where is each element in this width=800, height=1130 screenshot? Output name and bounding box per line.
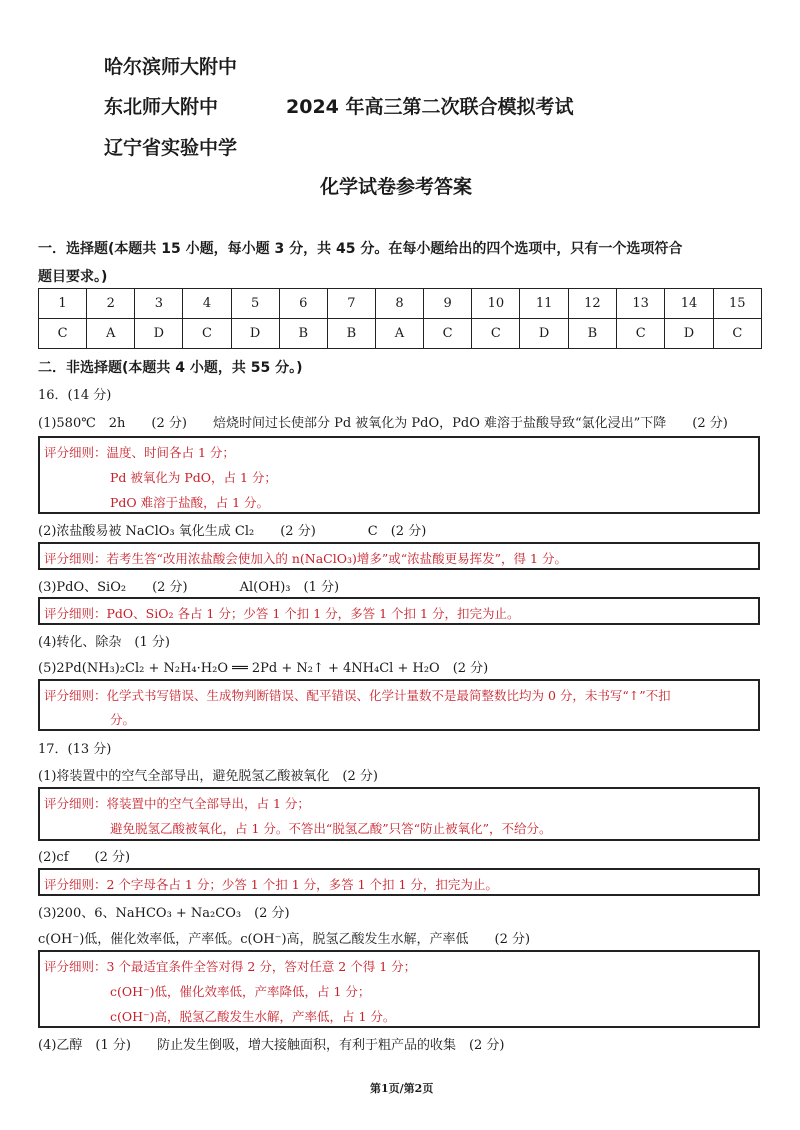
q16-part4-answer: (4)转化、除杂 (1 分) <box>38 635 170 650</box>
q17-part3-rubric <box>38 950 760 1028</box>
answer-cell: B <box>279 319 327 349</box>
answer-cell: D <box>520 319 568 349</box>
rubric-line: 评分细则：3 个最适宜条件全答对得 2 分，答对任意 2 个得 1 分； <box>44 959 417 974</box>
school-name-2: 东北师大附中 <box>104 96 219 118</box>
rubric-line: 避免脱氢乙酸被氧化，占 1 分。不答出“脱氢乙酸”只答“防止被氧化”，不给分。 <box>110 821 552 836</box>
answer-cell: D <box>231 319 279 349</box>
answer-cell: C <box>39 319 87 349</box>
rubric-line: 评分细则：将装置中的空气全部导出，占 1 分； <box>44 796 310 811</box>
q16-title: 16．(14 分) <box>38 388 112 403</box>
answer-row <box>39 319 762 349</box>
q17-part4-answer: (4)乙醇 (1 分) 防止发生倒吸，增大接触面积，有利于粗产品的收集 (2 分) <box>38 1038 505 1053</box>
question-number: 13 <box>617 289 665 319</box>
school-name-3: 辽宁省实验中学 <box>104 137 238 159</box>
question-number: 6 <box>279 289 327 319</box>
question-number: 10 <box>472 289 520 319</box>
rubric-line: c(OH⁻)低，催化效率低，产率降低，占 1 分； <box>110 984 371 999</box>
answer-table <box>38 288 762 349</box>
question-number: 14 <box>665 289 713 319</box>
q16-part3-rubric <box>38 597 760 625</box>
q17-part2-rubric <box>38 868 760 896</box>
q16-part2-answer: (2)浓盐酸易被 NaClO₃ 氧化生成 Cl₂ (2 分) C (2 分) <box>38 524 427 539</box>
question-number: 15 <box>713 289 761 319</box>
answer-cell: C <box>472 319 520 349</box>
q16-part2-rubric <box>38 542 760 570</box>
question-number: 8 <box>375 289 423 319</box>
rubric-line: 评分细则：若考生答“改用浓盐酸会使加入的 n(NaClO₃)增多”或“浓盐酸更易挥发”，得 1 分。 <box>44 551 567 566</box>
question-number: 12 <box>568 289 616 319</box>
rubric-line: c(OH⁻)高，脱氢乙酸发生水解，产率低，占 1 分。 <box>110 1009 396 1024</box>
rubric-line: 评分细则：化学式书写错误、生成物判断错误、配平错误、化学计量数不是最简整数比均为 0 分，未书写“↑”不扣 <box>44 688 671 703</box>
answer-cell: B <box>568 319 616 349</box>
school-name-1: 哈尔滨师大附中 <box>104 56 238 78</box>
answer-cell: D <box>665 319 713 349</box>
question-number: 5 <box>231 289 279 319</box>
answer-cell: A <box>375 319 423 349</box>
section2-heading: 二．非选择题(本题共 4 小题，共 55 分。) <box>38 360 303 376</box>
section1-heading-cont: 题目要求。) <box>38 269 108 285</box>
answer-cell: C <box>617 319 665 349</box>
answer-cell: C <box>424 319 472 349</box>
question-number: 2 <box>87 289 135 319</box>
question-number: 7 <box>327 289 375 319</box>
q16-part5-rubric <box>38 679 760 731</box>
q17-part3-answer: (3)200、6、NaHCO₃ + Na₂CO₃ (2 分) <box>38 906 290 921</box>
rubric-line: PdO 难溶于盐酸，占 1 分。 <box>110 495 270 510</box>
page-number: 第1页/第2页 <box>370 1082 434 1095</box>
rubric-line: 评分细则：2 个字母各占 1 分；少答 1 个扣 1 分，多答 1 个扣 1 分，扣完为止。 <box>44 877 498 892</box>
answer-cell: D <box>135 319 183 349</box>
answer-cell: C <box>713 319 761 349</box>
q16-part1-rubric <box>38 436 760 514</box>
rubric-line: 评分细则：PdO、SiO₂ 各占 1 分；少答 1 个扣 1 分，多答 1 个扣 1 分，扣完为止。 <box>44 606 520 621</box>
question-number: 3 <box>135 289 183 319</box>
answer-cell: A <box>87 319 135 349</box>
question-number: 1 <box>39 289 87 319</box>
q16-part1-answer: (1)580℃ 2h (2 分) 焙烧时间过长使部分 Pd 被氧化为 PdO，PdO 难溶于盐酸导致“氯化浸出”下降 (2 分) <box>38 416 728 431</box>
question-number: 11 <box>520 289 568 319</box>
rubric-line: Pd 被氧化为 PdO，占 1 分； <box>110 470 277 485</box>
answer-key-title: 化学试卷参考答案 <box>320 176 473 198</box>
q17-part1-rubric <box>38 787 760 841</box>
q16-part5-answer: (5)2Pd(NH₃)₂Cl₂ + N₂H₄·H₂O ══ 2Pd + N₂↑ + 4NH₄Cl + H₂O (2 分) <box>38 661 489 676</box>
question-number: 4 <box>183 289 231 319</box>
q16-part3-answer: (3)PdO、SiO₂ (2 分) Al(OH)₃ (1 分) <box>38 580 340 595</box>
rubric-line: 分。 <box>110 712 136 727</box>
exam-title: 2024 年高三第二次联合模拟考试 <box>286 96 574 118</box>
q17-part2-answer: (2)cf (2 分) <box>38 850 131 865</box>
question-number: 9 <box>424 289 472 319</box>
rubric-line: 评分细则：温度、时间各占 1 分； <box>44 445 235 460</box>
q17-part1-answer: (1)将装置中的空气全部导出，避免脱氢乙酸被氧化 (2 分) <box>38 769 378 784</box>
answer-cell: C <box>183 319 231 349</box>
q17-title: 17．(13 分) <box>38 742 112 757</box>
question-number-row <box>39 289 762 319</box>
section1-heading: 一．选择题(本题共 15 小题，每小题 3 分，共 45 分。在每小题给出的四个选项中，只有一个选项符合 <box>38 241 683 257</box>
answer-cell: B <box>327 319 375 349</box>
q17-part3-explanation: c(OH⁻)低，催化效率低，产率低。c(OH⁻)高，脱氢乙酸发生水解，产率低 (2 分) <box>38 932 531 947</box>
